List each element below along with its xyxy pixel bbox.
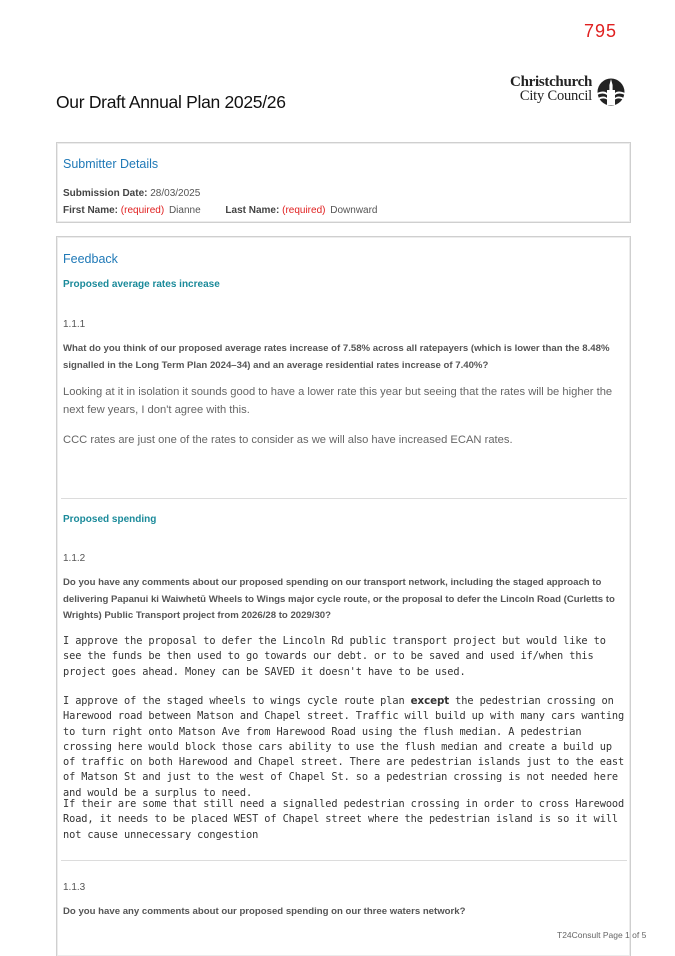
last-name-label: Last Name: [225,205,280,216]
question-number: 1.1.1 [63,319,86,330]
submission-date-value: 28/03/2025 [150,188,201,199]
logo-line2: City Council [519,88,592,104]
answer-text: I approve of the staged wheels to wings cycle route plan [63,695,411,707]
question-text: Do you have any comments about our proposed spending on our transport network, including the staged approach to delivering Papanui ki Waiwhetū Wheels to Wings major cycle route, or the proposal to defer the Lincoln Road (Curletts to Wrights) Public Transport project from 2026/28 to 2029/30? [63,577,615,621]
answer-paragraph: CCC rates are just one of the rates to consider as we will also have increased ECAN rates. [63,434,513,446]
answer-paragraph [63,694,629,801]
section-divider [61,860,627,861]
logo-line1: Christchurch [510,74,592,90]
section-divider [61,498,627,499]
question-text: Do you have any comments about our proposed spending on our three waters network? [63,906,466,917]
answer-emphasis: except [410,695,450,707]
last-name-required: (required) [282,205,326,216]
cathedral-emblem-icon [595,76,627,106]
submission-date-row [63,188,200,199]
answer-text: the pedestrian crossing on Harewood road between Matson and Chapel street. Traffic will build up with many cars wanting to turn right onto Matson Ave from Harewood Road using the flush median. A pedestrian crossing here would block those cars ability to use the flush median and create a build up of traffic on both Harewood and Chapel street. There are pedestrian islands just to the east of Matson St and just to the west of Chapel St. so a pedestrian crossing is not needed here and would be a surplus to need. [63,695,625,799]
page-number-stamp: 795 [584,21,618,41]
first-name-value: Dianne [168,205,201,216]
name-row [63,205,378,216]
document-title: Our Draft Annual Plan 2025/26 [56,92,286,112]
question-number: 1.1.3 [63,882,86,893]
last-name-value: Downward [330,205,378,216]
submitter-details-panel [56,142,631,223]
logo-text [499,75,592,103]
answer-paragraph: Looking at it in isolation it sounds good to have a lower rate this year but seeing that the rates will be higher the next few years, I don't agree with this. [63,386,613,416]
answer-paragraph: If their are some that still need a signalled pedestrian crossing in order to cross Harewood Road, it needs to be placed WEST of Chapel street where the pedestrian island is so it will not cause unnecessary congestion [63,798,625,841]
feedback-panel [56,236,631,956]
answer-paragraph: I approve the proposal to defer the Lincoln Rd public transport project but would like to see the funds be then used to go towards our debt. or to be saved and used if/when this project goes ahead. Money can be SAVED it doesn't have to be used. [63,635,606,678]
section-title-spending: Proposed spending [63,514,157,525]
submission-date-label: Submission Date: [63,188,148,199]
council-logo [499,75,629,107]
first-name-label: First Name: [63,205,119,216]
submitter-details-heading: Submitter Details [63,157,159,171]
question-number: 1.1.2 [63,553,86,564]
question-text: What do you think of our proposed average rates increase of 7.58% across all ratepayers (which is lower than the 8.48% signalled in the Long Term Plan 2024–34) and an average residential rates increase of 7.40%? [63,343,610,371]
section-title-rates: Proposed average rates increase [63,279,220,290]
feedback-heading: Feedback [63,252,118,266]
page-footer: T24Consult Page 1 of 5 [557,930,647,940]
first-name-required: (required) [120,205,165,216]
